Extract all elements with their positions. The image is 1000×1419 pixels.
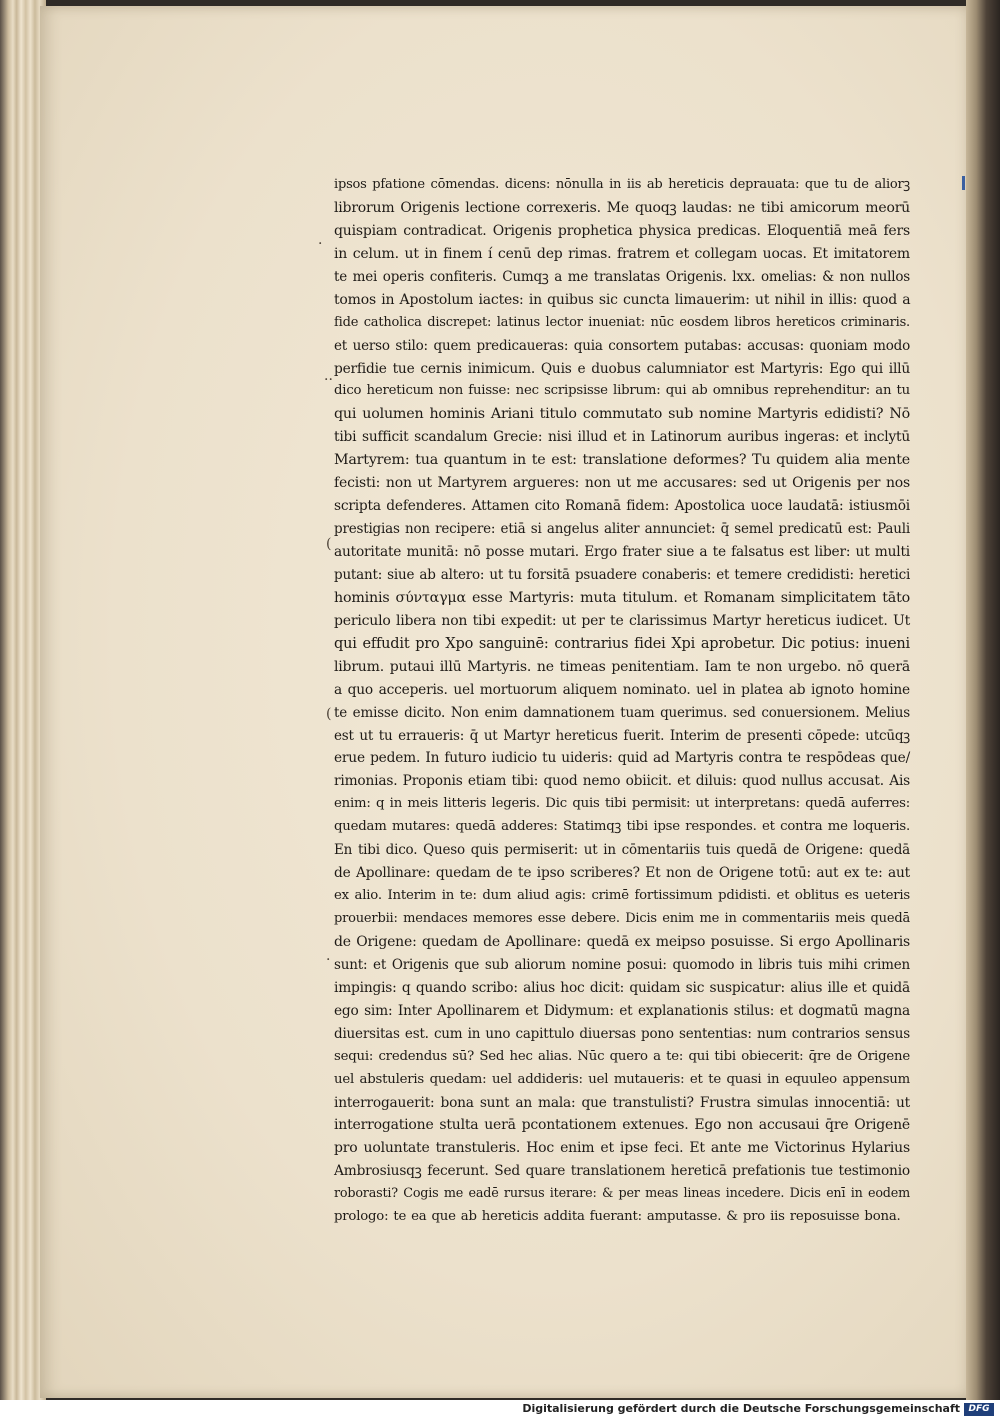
text-line: et uerso stilo: quem predicaueras: quia consortem putabas: accusas: quoniam modo <box>334 337 910 354</box>
text-line: de Origene: quedam de Apollinare: quedā ex meipso posuisse. Si ergo Apollinaris <box>334 933 910 950</box>
text-line: roborasti? Cogis me eadē rursus iterare: & per meas lineas incedere. Dicis enī in eodem <box>334 1186 910 1202</box>
text-line: dico hereticum non fuisse: nec scripsisse librum: qui ab omnibus reprehenditur: an tu <box>334 383 910 399</box>
text-line: scripta defenderes. Attamen cito Romanā fidem: Apostolica uoce laudatā: istiusmōi <box>334 498 910 515</box>
text-line: sequi: credendus sū? Sed hec alias. Nūc quero a te: qui tibi obiecerit: q̄re de Origene <box>334 1048 910 1064</box>
text-line: qui effudit pro Xpo sanguinē: contrarius fidei Xpi aprobetur. Dic potius: inueni <box>334 635 910 652</box>
text-line: putant: siue ab altero: ut tu forsitā psuadere conaberis: et temere credidisti: heretici <box>334 566 911 583</box>
dfg-logo: DFG <box>964 1403 994 1416</box>
footer-credit: Digitalisierung gefördert durch die Deutsche Forschungsgemeinschaft <box>522 1402 960 1415</box>
text-line: tibi sufficit scandalum Grecie: nisi illud et in Latinorum auribus ingeras: et inclytū <box>334 429 910 446</box>
text-line: enim: q in meis litteris legeris. Dic quis tibi permisit: ut interpretans: quedā auferres: <box>334 796 910 812</box>
text-line: prouerbii: mendaces memores esse debere. Dicis enim me in commentariis meis quedā <box>334 911 910 926</box>
book-fore-edge <box>966 0 1000 1400</box>
text-line: quedam mutares: quedā adderes: Statimqꝫ tibi ipse respondes. et contra me loqueris. <box>334 819 910 835</box>
text-line: diuersitas est. cum in uno capittulo diuersas pono sententias: num contrarios sensus <box>334 1025 910 1042</box>
text-line: ego sim: Inter Apollinarem et Didymum: et explanationis stilus: et dogmatū magna <box>334 1002 910 1019</box>
text-line: hominis σύνταγμα esse Martyris: muta titulum. et Romanam simplicitatem tāto <box>334 589 910 606</box>
text-line: uel abstuleris quedam: uel addideris: uel mutaueris: et te quasi in equuleo appensum <box>334 1071 910 1087</box>
margin-mark: ( <box>326 536 332 552</box>
text-line: a quo acceperis. uel mortuorum aliquem nominato. uel in platea ab ignoto homine <box>334 681 910 698</box>
text-line: est ut tu erraueris: q̄ ut Martyr hereticus fuerit. Interim de presenti cōpede: utcūqꝫ <box>334 727 910 744</box>
text-line: prestigias non recipere: etiā si angelus aliter annunciet: q̄ semel predicatū est: Pauli <box>334 521 910 538</box>
text-line: qui uolumen hominis Ariani titulo commutato sub nomine Martyris edidisti? Nō <box>334 406 910 423</box>
text-line: ipsos pfatione cōmendas. dicens: nōnulla in iis ab hereticis deprauata: que tu de aliorꝫ <box>334 177 910 192</box>
text-line: sunt: et Origenis que sub aliorum nomine posui: quomodo in libris tuis mihi crimen <box>334 956 910 973</box>
text-line: tomos in Apostolum iactes: in quibus sic cuncta limauerim: ut nihil in illis: quod a <box>334 291 911 308</box>
text-line: librum. putaui illū Martyris. ne timeas penitentiam. Iam te non urgebo. nō querā <box>334 658 910 675</box>
text-line: in celum. ut in finem í cenū dep rimas. fratrem et collegam uocas. Et imitatorem <box>334 245 910 262</box>
color-marker <box>962 176 965 190</box>
text-line: autoritate munitā: nō posse mutari. Ergo frater siue a te falsatus est liber: ut multi <box>334 544 910 560</box>
text-line: En tibi dico. Queso quis permiserit: ut in cōmentariis tuis quedā de Origene: quedā <box>334 842 910 859</box>
text-line: librorum Origenis lectione correxeris. Me quoqꝫ laudas: ne tibi amicorum meorū <box>334 199 910 216</box>
text-line: periculo libera non tibi expedit: ut per te clarissimus Martyr hereticus iudicet. Ut <box>334 612 910 629</box>
margin-mark: · <box>326 952 331 968</box>
text-line: ex alio. Interim in te: dum aliud agis: crimē fortissimum pdidisti. et oblitus es ueteris <box>334 888 910 904</box>
text-line: te mei operis confiteris. Cumqꝫ a me translatas Origenis. lxx. omelias: & non nullos <box>334 268 910 285</box>
text-line: impingis: q quando scribo: alius hoc dicit: quidam sic suspicatur: alius ille et quidā <box>334 979 910 996</box>
text-line: fecisti: non ut Martyrem argueres: non ut me accusares: sed ut Origenis per nos <box>334 475 910 492</box>
margin-mark: ( <box>326 706 332 722</box>
text-line: interrogatione stulta uerā pcontationem extenues. Ego non accusaui q̄re Origenē <box>334 1117 910 1134</box>
margin-mark: ·· <box>324 372 333 388</box>
text-line: prologo: te ea que ab hereticis addita fuerant: amputasse. & pro iis reposuisse bona. <box>334 1209 901 1225</box>
text-column <box>334 174 910 1229</box>
text-line: te emisse dicito. Non enim damnationem tuam querimus. sed conuersionem. Melius <box>334 704 910 721</box>
margin-mark: · <box>318 236 323 252</box>
text-line: quispiam contradicat. Origenis prophetica physica predicas. Eloquentiā meā fers <box>334 222 910 239</box>
text-line: de Apollinare: quedam de te ipso scriberes? Et non de Origene totū: aut ex te: aut <box>334 865 910 882</box>
text-line: rimonias. Proponis etiam tibi: quod nemo obiicit. et diluis: quod nullus accusat. Ais <box>334 773 910 790</box>
text-line: fide catholica discrepet: latinus lector inueniat: nūc eosdem libros hereticos criminaris. <box>334 314 910 330</box>
text-line: pro uoluntate transtuleris. Hoc enim et ipse feci. Et ante me Victorinus Hylarius <box>334 1140 910 1157</box>
text-line: perfidie tue cernis inimicum. Quis e duobus calumniator est Martyris: Ego qui illū <box>334 360 910 377</box>
text-line: erue pedem. In futuro iudicio tu uideris: quid ad Martyris contra te respōdeas que/ <box>334 750 911 767</box>
text-line: interrogauerit: bona sunt an mala: que transtulisti? Frustra simulas innocentiā: ut <box>334 1094 910 1111</box>
text-line: Martyrem: tua quantum in te est: translatione deformes? Tu quidem alia mente <box>334 452 910 469</box>
text-line: Ambrosiusqꝫ fecerunt. Sed quare translationem hereticā prefationis tue testimonio <box>334 1163 910 1180</box>
